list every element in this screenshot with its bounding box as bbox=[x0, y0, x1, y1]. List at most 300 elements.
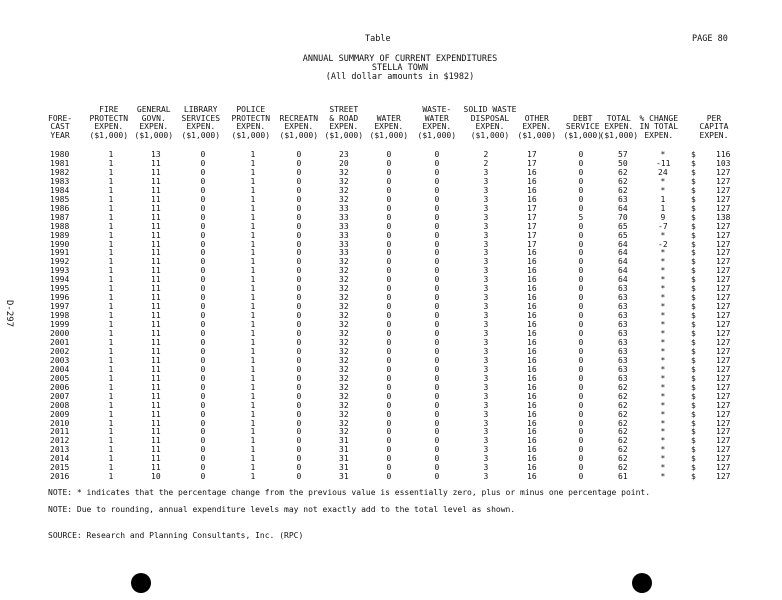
table-cell: * bbox=[660, 427, 666, 437]
table-cell: 3 bbox=[483, 346, 489, 356]
table-cell: 3 bbox=[483, 311, 489, 321]
table-cell: 127 bbox=[716, 364, 731, 374]
year-cell: 1996 bbox=[50, 293, 70, 303]
table-cell: 0 bbox=[200, 311, 206, 321]
table-cell: 16 bbox=[527, 329, 537, 338]
table-cell: 0 bbox=[578, 364, 584, 374]
column-header: PER CAPITA EXPEN. bbox=[699, 113, 729, 140]
table-cell: 1 bbox=[250, 158, 256, 168]
table-cell: $ bbox=[691, 355, 696, 365]
table-cell: 0 bbox=[200, 373, 206, 383]
table-cell: 0 bbox=[296, 355, 302, 365]
table-cell: 3 bbox=[483, 284, 489, 294]
table-cell: 0 bbox=[296, 176, 302, 186]
table-cell: $ bbox=[691, 257, 696, 267]
table-cell: 0 bbox=[386, 185, 392, 195]
table-cell: 1 bbox=[108, 302, 114, 312]
table-cell: 3 bbox=[483, 293, 489, 303]
table-cell: * bbox=[660, 382, 666, 392]
table-cell: $ bbox=[691, 463, 696, 473]
table-cell: 0 bbox=[434, 454, 440, 464]
table-cell: 0 bbox=[386, 391, 392, 401]
year-cell: 1991 bbox=[50, 248, 70, 258]
table-cell: 1 bbox=[108, 167, 114, 177]
table-cell: 1 bbox=[108, 150, 114, 159]
table-cell: 16 bbox=[527, 454, 537, 464]
table-cell: 64 bbox=[618, 203, 628, 213]
table-cell: 0 bbox=[578, 409, 584, 419]
table-cell: 33 bbox=[339, 221, 349, 231]
table-cell: 1 bbox=[250, 230, 256, 240]
table-cell: $ bbox=[691, 212, 696, 222]
table-cell: 11 bbox=[151, 445, 161, 455]
table-cell: 33 bbox=[339, 230, 349, 240]
binder-hole-left bbox=[131, 573, 151, 593]
table-cell: 17 bbox=[527, 158, 537, 168]
table-cell: * bbox=[660, 373, 666, 383]
table-cell: 0 bbox=[434, 203, 440, 213]
year-cell: 1983 bbox=[50, 176, 70, 186]
note-asterisk: NOTE: * indicates that the percentage change from the previous value is essentially zero, plus or minus one percentage point. bbox=[48, 488, 651, 497]
table-cell: 0 bbox=[386, 266, 392, 276]
table-cell: 0 bbox=[386, 284, 392, 294]
table-cell: 16 bbox=[527, 311, 537, 321]
table-cell: 0 bbox=[200, 472, 206, 482]
table-cell: 1 bbox=[250, 337, 256, 347]
table-cell: 0 bbox=[200, 167, 206, 177]
table-cell: 1 bbox=[108, 391, 114, 401]
table-cell: 0 bbox=[434, 150, 440, 159]
table-cell: 0 bbox=[578, 436, 584, 446]
table-cell: 0 bbox=[386, 445, 392, 455]
table-cell: 127 bbox=[716, 400, 731, 410]
table-cell: 11 bbox=[151, 311, 161, 321]
table-cell: 0 bbox=[434, 248, 440, 258]
table-cell: 11 bbox=[151, 257, 161, 267]
table-cell: $ bbox=[691, 275, 696, 285]
table-cell: 63 bbox=[618, 355, 628, 365]
year-cell: 1988 bbox=[50, 221, 70, 231]
year-cell: 2001 bbox=[50, 337, 70, 347]
table-cell: 0 bbox=[386, 212, 392, 222]
table-cell: 0 bbox=[578, 230, 584, 240]
table-cell: 11 bbox=[151, 221, 161, 231]
table-cell: 0 bbox=[200, 203, 206, 213]
table-cell: 1 bbox=[108, 373, 114, 383]
table-cell: 127 bbox=[716, 472, 731, 482]
table-cell: 0 bbox=[434, 373, 440, 383]
table-cell: 0 bbox=[578, 329, 584, 338]
table-cell: 0 bbox=[296, 221, 302, 231]
table-cell: 1 bbox=[250, 194, 256, 204]
table-cell: 64 bbox=[618, 239, 628, 249]
table-cell: 0 bbox=[578, 418, 584, 428]
table-cell: 63 bbox=[618, 194, 628, 204]
table-cell: 32 bbox=[339, 346, 349, 356]
table-cell: 1 bbox=[250, 346, 256, 356]
table-cell: 3 bbox=[483, 454, 489, 464]
table-cell: $ bbox=[691, 329, 696, 338]
table-cell: 0 bbox=[386, 150, 392, 159]
table-cell: $ bbox=[691, 266, 696, 276]
table-cell: 1 bbox=[108, 445, 114, 455]
column-header: FIRE PROTECTN EXPEN. ($1,000) bbox=[89, 105, 129, 140]
year-cell: 1981 bbox=[50, 158, 70, 168]
table-cell: 0 bbox=[434, 311, 440, 321]
table-cell: $ bbox=[691, 185, 696, 195]
year-cell: 1980 bbox=[50, 150, 70, 159]
table-cell: 0 bbox=[386, 194, 392, 204]
table-cell: 127 bbox=[716, 203, 731, 213]
table-cell: 5 bbox=[578, 212, 584, 222]
table-cell: 0 bbox=[296, 418, 302, 428]
year-cell: 1986 bbox=[50, 203, 70, 213]
table-cell: 0 bbox=[386, 275, 392, 285]
year-cell: 2003 bbox=[50, 355, 70, 365]
table-cell: 0 bbox=[434, 391, 440, 401]
table-cell: 0 bbox=[434, 221, 440, 231]
table-cell: 16 bbox=[527, 445, 537, 455]
table-cell: 3 bbox=[483, 266, 489, 276]
table-cell: 0 bbox=[386, 239, 392, 249]
table-cell: 0 bbox=[200, 346, 206, 356]
table-cell: 11 bbox=[151, 320, 161, 330]
table-cell: 0 bbox=[296, 275, 302, 285]
table-cell: 11 bbox=[151, 364, 161, 374]
source-note: SOURCE: Research and Planning Consultants, Inc. (RPC) bbox=[48, 531, 304, 540]
table-cell: 3 bbox=[483, 355, 489, 365]
table-cell: 3 bbox=[483, 391, 489, 401]
table-cell: 3 bbox=[483, 185, 489, 195]
table-cell: 32 bbox=[339, 176, 349, 186]
table-cell: 0 bbox=[296, 239, 302, 249]
table-cell: 16 bbox=[527, 320, 537, 330]
table-cell: 3 bbox=[483, 472, 489, 482]
table-cell: * bbox=[660, 185, 666, 195]
table-cell: 0 bbox=[386, 463, 392, 473]
table-cell: 61 bbox=[618, 472, 628, 482]
table-cell: 1 bbox=[108, 266, 114, 276]
year-cell: 2004 bbox=[50, 364, 70, 374]
table-cell: $ bbox=[691, 409, 696, 419]
table-cell: $ bbox=[691, 176, 696, 186]
table-cell: 63 bbox=[618, 329, 628, 338]
table-cell: 16 bbox=[527, 266, 537, 276]
table-cell: $ bbox=[691, 346, 696, 356]
table-cell: 32 bbox=[339, 302, 349, 312]
table-cell: 3 bbox=[483, 320, 489, 330]
table-cell: 17 bbox=[527, 203, 537, 213]
table-cell: 11 bbox=[151, 248, 161, 258]
table-cell: 103 bbox=[716, 158, 731, 168]
table-cell: 0 bbox=[296, 150, 302, 159]
table-cell: 0 bbox=[578, 445, 584, 455]
table-cell: 138 bbox=[716, 212, 731, 222]
table-cell: 3 bbox=[483, 329, 489, 338]
table-cell: * bbox=[660, 150, 666, 159]
table-cell: 0 bbox=[200, 257, 206, 267]
table-cell: 32 bbox=[339, 391, 349, 401]
table-cell: 0 bbox=[296, 230, 302, 240]
table-cell: * bbox=[660, 472, 666, 482]
year-cell: 1987 bbox=[50, 212, 70, 222]
table-cell: 11 bbox=[151, 400, 161, 410]
table-cell: 0 bbox=[200, 185, 206, 195]
table-cell: 1 bbox=[108, 311, 114, 321]
table-cell: 64 bbox=[618, 257, 628, 267]
table-cell: 0 bbox=[578, 158, 584, 168]
table-cell: 0 bbox=[434, 445, 440, 455]
table-cell: 63 bbox=[618, 293, 628, 303]
table-cell: 17 bbox=[527, 212, 537, 222]
table-cell: 3 bbox=[483, 427, 489, 437]
table-cell: $ bbox=[691, 436, 696, 446]
table-cell: 32 bbox=[339, 266, 349, 276]
table-cell: 32 bbox=[339, 185, 349, 195]
year-cell: 2013 bbox=[50, 445, 70, 455]
table-cell: 1 bbox=[660, 194, 666, 204]
table-cell: 127 bbox=[716, 329, 731, 338]
table-cell: 1 bbox=[108, 275, 114, 285]
table-cell: 0 bbox=[296, 337, 302, 347]
table-cell: 0 bbox=[296, 158, 302, 168]
table-cell: 32 bbox=[339, 329, 349, 338]
table-cell: 3 bbox=[483, 337, 489, 347]
table-cell: 0 bbox=[434, 293, 440, 303]
table-cell: 0 bbox=[434, 400, 440, 410]
table-cell: 1 bbox=[108, 176, 114, 186]
table-cell: 62 bbox=[618, 463, 628, 473]
table-cell: 16 bbox=[527, 176, 537, 186]
table-cell: $ bbox=[691, 248, 696, 258]
table-cell: 1 bbox=[108, 418, 114, 428]
column-header: OTHER EXPEN. ($1,000) bbox=[517, 113, 557, 140]
table-cell: -7 bbox=[658, 221, 668, 231]
table-cell: $ bbox=[691, 203, 696, 213]
table-cell: * bbox=[660, 176, 666, 186]
table-cell: 1 bbox=[250, 311, 256, 321]
table-cell: 127 bbox=[716, 382, 731, 392]
table-cell: 0 bbox=[296, 320, 302, 330]
table-cell: 0 bbox=[296, 248, 302, 258]
binder-hole-right bbox=[632, 573, 652, 593]
table-cell: 0 bbox=[434, 266, 440, 276]
table-cell: 1 bbox=[250, 409, 256, 419]
table-cell: 1 bbox=[108, 239, 114, 249]
table-cell: 0 bbox=[578, 337, 584, 347]
table-cell: 1 bbox=[250, 355, 256, 365]
table-cell: * bbox=[660, 329, 666, 338]
table-cell: 63 bbox=[618, 373, 628, 383]
table-cell: 127 bbox=[716, 302, 731, 312]
table-cell: 11 bbox=[151, 167, 161, 177]
table-cell: 0 bbox=[386, 346, 392, 356]
table-cell: 0 bbox=[296, 382, 302, 392]
table-cell: 16 bbox=[527, 463, 537, 473]
table-cell: 13 bbox=[151, 150, 161, 159]
table-cell: 16 bbox=[527, 382, 537, 392]
table-cell: 0 bbox=[578, 248, 584, 258]
table-cell: 10 bbox=[151, 472, 161, 482]
table-cell: 11 bbox=[151, 185, 161, 195]
table-cell: 0 bbox=[296, 194, 302, 204]
table-cell: 0 bbox=[200, 230, 206, 240]
table-cell: $ bbox=[691, 454, 696, 464]
table-cell: 127 bbox=[716, 436, 731, 446]
table-cell: 0 bbox=[578, 346, 584, 356]
table-cell: 16 bbox=[527, 337, 537, 347]
table-cell: 1 bbox=[250, 239, 256, 249]
table-cell: 0 bbox=[386, 373, 392, 383]
table-cell: 127 bbox=[716, 445, 731, 455]
table-cell: 1 bbox=[250, 248, 256, 258]
table-cell: 0 bbox=[200, 391, 206, 401]
table-cell: 0 bbox=[386, 293, 392, 303]
year-cell: 1992 bbox=[50, 257, 70, 267]
table-cell: 11 bbox=[151, 409, 161, 419]
table-cell: 16 bbox=[527, 275, 537, 285]
table-cell: $ bbox=[691, 418, 696, 428]
table-cell: 0 bbox=[578, 373, 584, 383]
table-cell: 1 bbox=[108, 257, 114, 267]
table-cell: 62 bbox=[618, 409, 628, 419]
table-cell: 17 bbox=[527, 239, 537, 249]
column-header: FORE- CAST YEAR bbox=[48, 113, 73, 140]
table-cell: $ bbox=[691, 150, 696, 159]
table-cell: 0 bbox=[200, 320, 206, 330]
table-cell: $ bbox=[691, 293, 696, 303]
table-cell: 0 bbox=[296, 373, 302, 383]
table-cell: * bbox=[660, 463, 666, 473]
table-cell: 0 bbox=[578, 185, 584, 195]
table-cell: 3 bbox=[483, 418, 489, 428]
table-cell: * bbox=[660, 454, 666, 464]
table-cell: 127 bbox=[716, 221, 731, 231]
table-cell: 0 bbox=[434, 212, 440, 222]
table-cell: 1 bbox=[108, 221, 114, 231]
table-cell: 0 bbox=[578, 463, 584, 473]
table-cell: 1 bbox=[250, 302, 256, 312]
year-cell: 1999 bbox=[50, 320, 70, 330]
table-cell: 0 bbox=[386, 158, 392, 168]
table-cell: 0 bbox=[578, 382, 584, 392]
table-cell: 0 bbox=[434, 427, 440, 437]
table-cell: 1 bbox=[250, 400, 256, 410]
table-cell: 0 bbox=[200, 364, 206, 374]
table-cell: 63 bbox=[618, 302, 628, 312]
year-cell: 2016 bbox=[50, 472, 70, 482]
table-cell: 65 bbox=[618, 221, 628, 231]
table-cell: 11 bbox=[151, 212, 161, 222]
table-cell: 64 bbox=[618, 266, 628, 276]
table-cell: * bbox=[660, 364, 666, 374]
table-cell: 33 bbox=[339, 239, 349, 249]
table-cell: 16 bbox=[527, 248, 537, 258]
table-cell: 1 bbox=[108, 355, 114, 365]
table-cell: 1 bbox=[108, 472, 114, 482]
table-cell: 0 bbox=[296, 311, 302, 321]
table-cell: 1 bbox=[108, 454, 114, 464]
table-cell: 0 bbox=[296, 284, 302, 294]
table-cell: 0 bbox=[578, 167, 584, 177]
table-cell: 0 bbox=[578, 150, 584, 159]
table-cell: 1 bbox=[108, 427, 114, 437]
table-cell: 63 bbox=[618, 337, 628, 347]
table-cell: 1 bbox=[250, 463, 256, 473]
table-cell: 62 bbox=[618, 167, 628, 177]
table-cell: $ bbox=[691, 373, 696, 383]
table-cell: 1 bbox=[250, 167, 256, 177]
table-cell: 64 bbox=[618, 248, 628, 258]
table-cell: 0 bbox=[386, 472, 392, 482]
table-cell: 1 bbox=[108, 158, 114, 168]
table-cell: 0 bbox=[434, 302, 440, 312]
table-cell: 23 bbox=[339, 150, 349, 159]
table-cell: 32 bbox=[339, 284, 349, 294]
table-cell: 32 bbox=[339, 382, 349, 392]
table-cell: 1 bbox=[250, 436, 256, 446]
table-cell: 127 bbox=[716, 194, 731, 204]
table-cell: 11 bbox=[151, 454, 161, 464]
table-cell: 127 bbox=[716, 230, 731, 240]
column-header: DEBT SERVICE ($1,000) bbox=[563, 113, 603, 140]
table-cell: 0 bbox=[200, 239, 206, 249]
table-cell: * bbox=[660, 436, 666, 446]
table-cell: 0 bbox=[386, 257, 392, 267]
table-cell: -11 bbox=[656, 158, 671, 168]
table-cell: 1 bbox=[108, 212, 114, 222]
table-cell: 0 bbox=[296, 427, 302, 437]
table-cell: 0 bbox=[578, 355, 584, 365]
table-cell: 1 bbox=[108, 230, 114, 240]
table-cell: $ bbox=[691, 167, 696, 177]
table-cell: * bbox=[660, 400, 666, 410]
year-cell: 1985 bbox=[50, 194, 70, 204]
table-cell: 33 bbox=[339, 212, 349, 222]
table-cell: 1 bbox=[250, 284, 256, 294]
table-cell: 3 bbox=[483, 382, 489, 392]
table-cell: 1 bbox=[250, 176, 256, 186]
table-cell: 11 bbox=[151, 266, 161, 276]
table-cell: 11 bbox=[151, 239, 161, 249]
table-cell: 17 bbox=[527, 150, 537, 159]
table-cell: 11 bbox=[151, 158, 161, 168]
table-cell: 11 bbox=[151, 176, 161, 186]
column-header: POLICE PROTECTN EXPEN. ($1,000) bbox=[231, 105, 271, 140]
table-cell: 3 bbox=[483, 400, 489, 410]
table-cell: 0 bbox=[200, 150, 206, 159]
table-cell: 20 bbox=[339, 158, 349, 168]
table-cell: 62 bbox=[618, 418, 628, 428]
table-cell: 0 bbox=[296, 257, 302, 267]
table-cell: 62 bbox=[618, 400, 628, 410]
table-cell: 0 bbox=[296, 436, 302, 446]
table-cell: 127 bbox=[716, 418, 731, 428]
table-cell: 1 bbox=[250, 293, 256, 303]
table-cell: 32 bbox=[339, 311, 349, 321]
table-cell: 3 bbox=[483, 257, 489, 267]
table-cell: 3 bbox=[483, 239, 489, 249]
table-cell: 11 bbox=[151, 418, 161, 428]
table-cell: 0 bbox=[386, 248, 392, 258]
table-cell: 1 bbox=[108, 284, 114, 294]
report-dollar-note: (All dollar amounts in $1982) bbox=[325, 72, 475, 82]
table-cell: * bbox=[660, 266, 666, 276]
table-cell: * bbox=[660, 311, 666, 321]
table-cell: 32 bbox=[339, 275, 349, 285]
table-cell: * bbox=[660, 302, 666, 312]
table-cell: 32 bbox=[339, 418, 349, 428]
